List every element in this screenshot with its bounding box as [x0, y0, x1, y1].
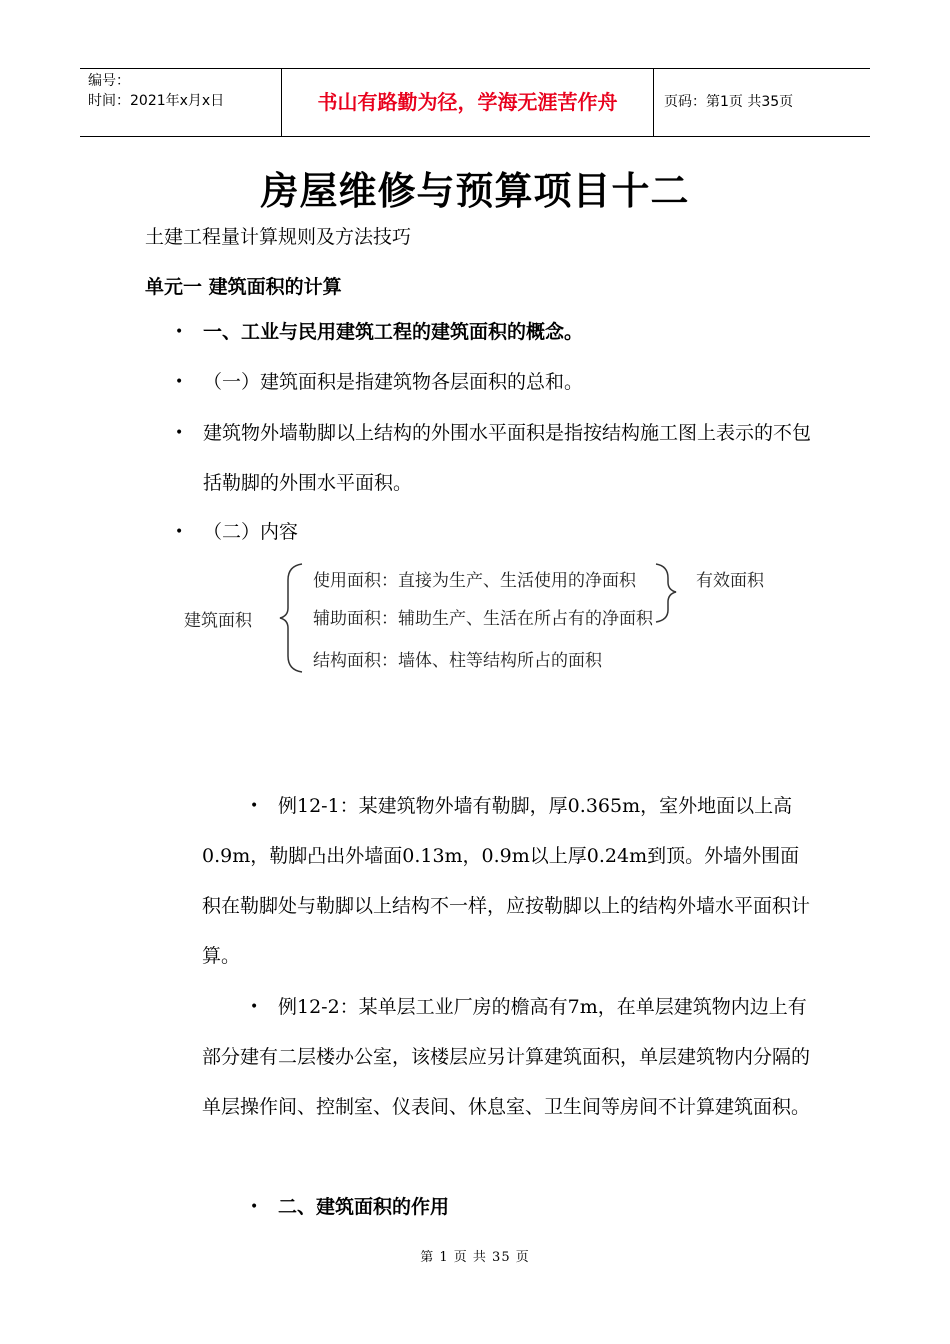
bullet-text: 一、工业与民用建筑工程的建筑面积的概念。	[203, 321, 584, 343]
example-12-1	[202, 781, 812, 981]
page-title: 房屋维修与预算项目十二	[260, 168, 690, 213]
bullet-icon: •	[175, 324, 184, 340]
header-left-cell	[80, 69, 282, 136]
bullet-icon: •	[175, 425, 184, 441]
unit-heading: 单元一 建筑面积的计算	[145, 276, 342, 298]
header-page: 页码：第1页 共35页	[664, 94, 794, 110]
right-brace	[656, 564, 676, 622]
bullet-icon: •	[250, 999, 259, 1015]
area-classification-diagram	[180, 560, 800, 680]
example-12-2	[202, 982, 812, 1132]
diagram-left-label: 建筑面积	[184, 611, 252, 631]
bullet-icon: •	[250, 1199, 259, 1215]
header-time: 时间：2021年x月x日	[88, 93, 225, 109]
diagram-row-auxiliary: 辅助面积：辅助生产、生活在所占有的净面积	[313, 609, 653, 629]
bullet-text: （一）建筑面积是指建筑物各层面积的总和。	[203, 371, 584, 393]
header-number: 编号：	[88, 73, 130, 89]
header-motto: 书山有路勤为径，学海无涯苦作舟	[282, 69, 654, 136]
example-text: 例12-1：某建筑物外墙有勒脚，厚0.365m，室外地面以上高0.9m，勒脚凸出外墙面0.13m，0.9m以上厚0.24m到顶。外墙外围面积在勒脚处与勒脚以上结构不一样，应按勒脚以上的结构外墙水平面积计算。	[202, 795, 811, 967]
header-table	[80, 68, 870, 137]
bullet-icon: •	[175, 524, 184, 540]
diagram-right-label: 有效面积	[696, 571, 764, 591]
left-brace	[280, 564, 302, 672]
bullet-icon: •	[175, 374, 184, 390]
bullet-icon: •	[250, 798, 259, 814]
diagram-row-structural: 结构面积：墙体、柱等结构所占的面积	[313, 651, 602, 671]
example-text: 例12-2：某单层工业厂房的檐高有7m，在单层建筑物内边上有部分建有二层楼办公室，该楼层应另计算建筑面积，单层建筑物内分隔的单层操作间、控制室、仪表间、休息室、卫生间等房间不计算建筑面积。	[202, 996, 811, 1118]
bullet-text: 建筑物外墙勒脚以上结构的外围水平面积是指按结构施工图上表示的不包括勒脚的外围水平面积。	[203, 422, 812, 494]
section2-heading: 二、建筑面积的作用	[278, 1196, 450, 1218]
bullet-text: （二）内容	[203, 521, 299, 543]
subtitle: 土建工程量计算规则及方法技巧	[145, 226, 412, 248]
diagram-row-usable: 使用面积：直接为生产、生活使用的净面积	[313, 571, 636, 591]
page-footer: 第 1 页 共 35 页	[420, 1250, 530, 1265]
